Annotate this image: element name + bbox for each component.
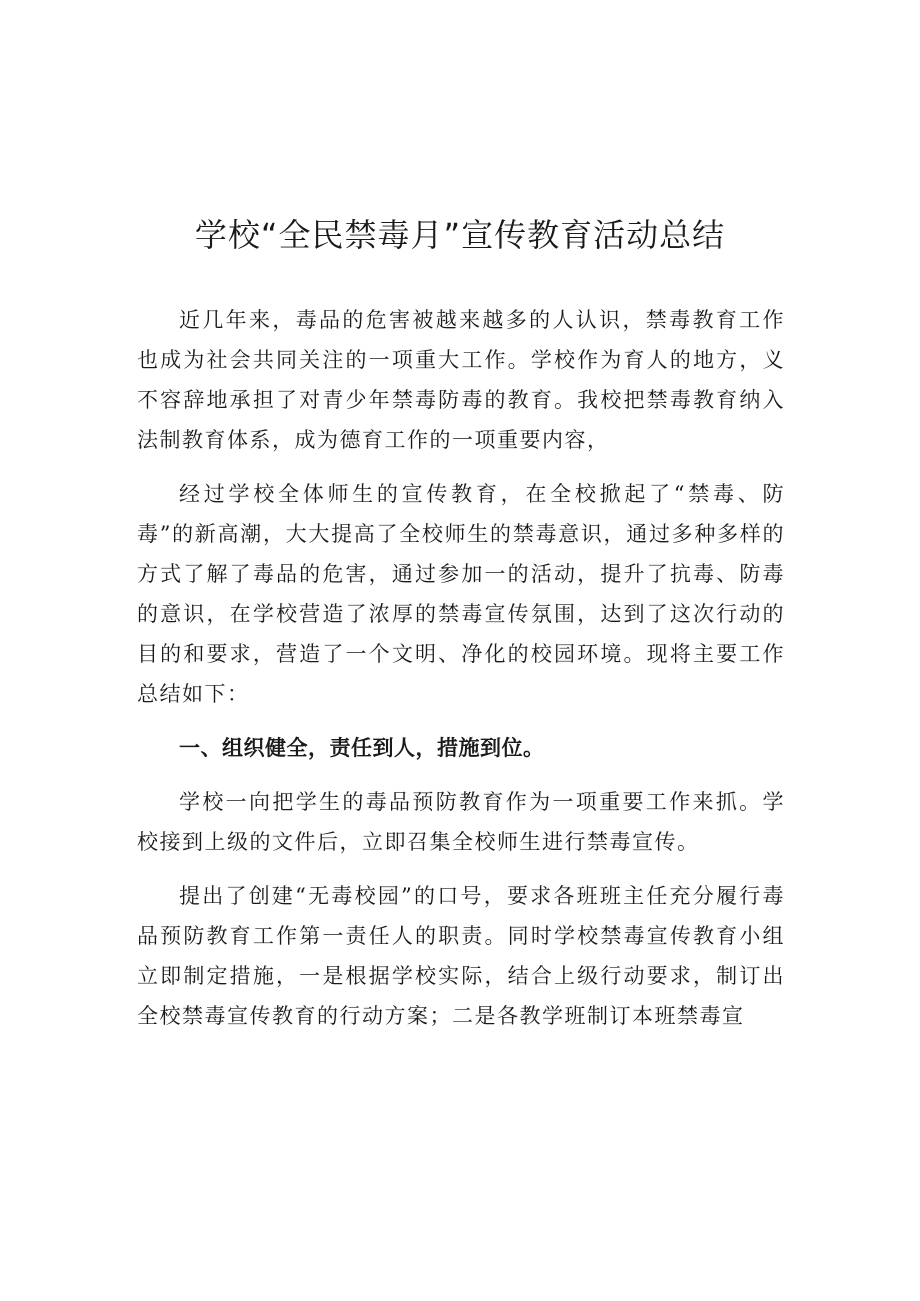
document-body (137, 300, 785, 1050)
summary-paragraph: 经过学校全体师生的宣传教育，在全校掀起了“禁毒、防毒”的新高潮，大大提高了全校师生的禁毒意识，通过多种多样的方式了解了毒品的危害，通过参加一的活动，提升了抗毒、防毒的意识，在学校营造了浓厚的禁毒宣传氛围，达到了这次行动的目的和要求，营造了一个文明、净化的校园环境。现将主要工作总结如下： (137, 482, 785, 706)
section-paragraph: 学校一向把学生的毒品预防教育作为一项重要工作来抓。学校接到上级的文件后，立即召集全校师生进行禁毒宣传。 (137, 790, 785, 854)
document-title: 学校“全民禁毒月”宣传教育活动总结 (194, 216, 726, 254)
intro-paragraph: 近几年来，毒品的危害被越来越多的人认识，禁毒教育工作也成为社会共同关注的一项重大工作。学校作为育人的地方，义不容辞地承担了对青少年禁毒防毒的教育。我校把禁毒教育纳入法制教育体系，成为德育工作的一项重要内容， (137, 308, 785, 452)
section-paragraph: 提出了创建“无毒校园”的口号，要求各班班主任充分履行毒品预防教育工作第一责任人的职责。同时学校禁毒宣传教育小组立即制定措施，一是根据学校实际，结合上级行动要求，制订出全校禁毒宣传教育的行动方案；二是各教学班制订本班禁毒宣 (137, 884, 785, 1028)
section-heading: 一、组织健全，责任到人，措施到位。 (179, 736, 545, 760)
